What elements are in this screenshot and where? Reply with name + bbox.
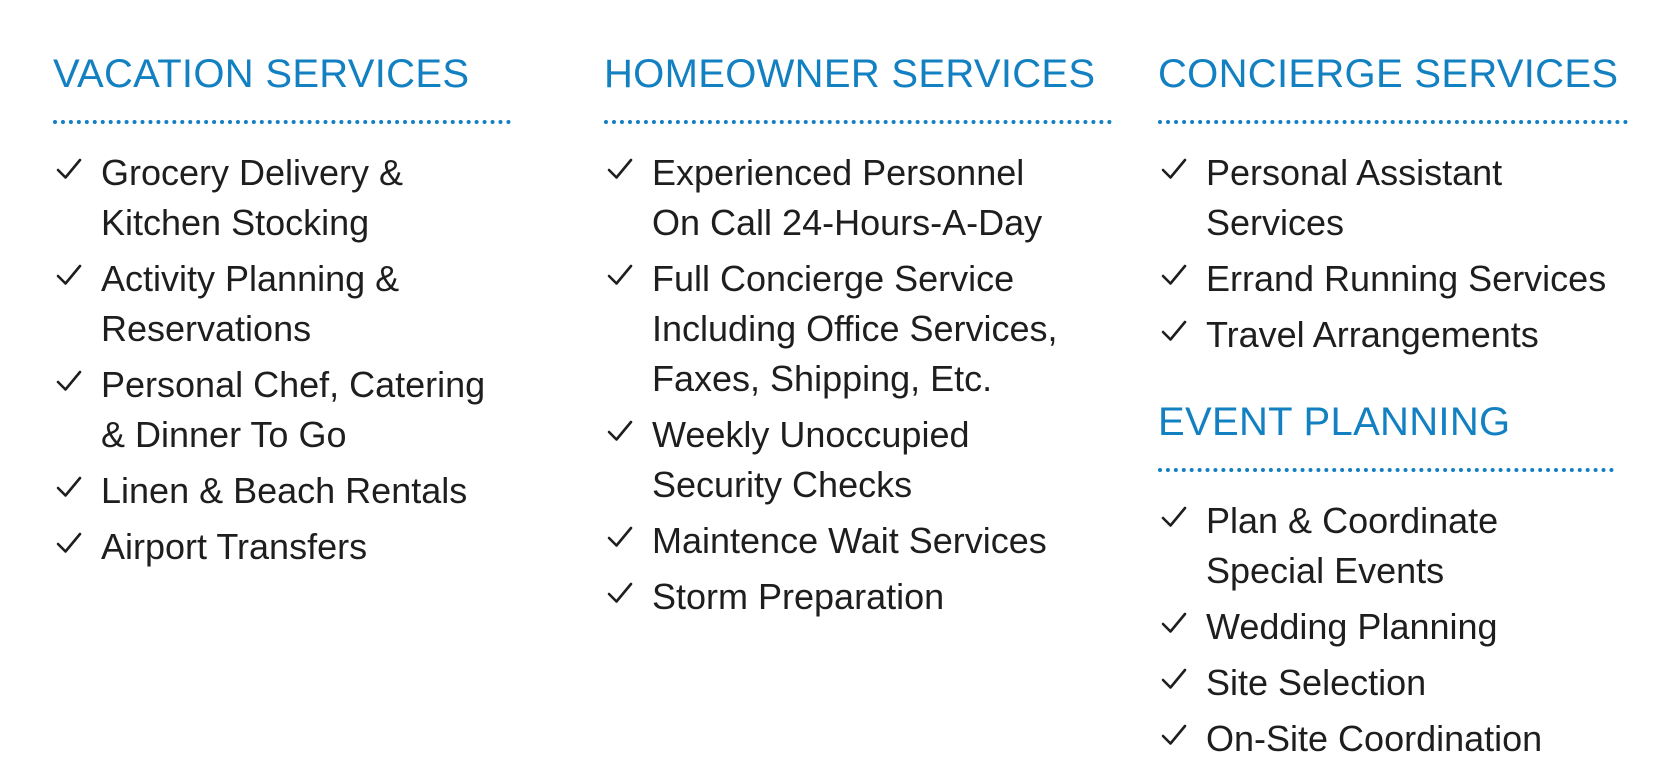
checkmark-icon <box>1160 262 1188 288</box>
service-item <box>1158 496 1653 596</box>
service-item <box>604 410 1124 510</box>
dotted-divider <box>604 120 1112 124</box>
checkmark-icon <box>55 262 83 288</box>
checkmark-icon <box>55 368 83 394</box>
service-list <box>53 148 513 572</box>
checkmark-icon <box>55 156 83 182</box>
service-item-line: On Call 24-Hours-A-Day <box>652 202 1043 243</box>
service-item-line: Storm Preparation <box>652 576 945 617</box>
checkmark-icon <box>1160 504 1188 530</box>
section-title-concierge-services: CONCIERGE SERVICES <box>1158 52 1619 96</box>
section-title-homeowner-services: HOMEOWNER SERVICES <box>604 52 1096 96</box>
checkmark-icon <box>606 156 634 182</box>
service-item <box>53 254 513 354</box>
service-item-line: Grocery Delivery & <box>101 152 404 193</box>
service-item-line: Experienced Personnel <box>652 152 1025 193</box>
event-planning-section <box>1158 394 1653 764</box>
service-item <box>1158 254 1653 304</box>
service-item-line: Plan & Coordinate <box>1206 500 1499 541</box>
homeowner-services-section <box>604 46 1124 622</box>
service-item-line: Faxes, Shipping, Etc. <box>652 358 993 399</box>
service-item-line: Full Concierge Service <box>652 258 1015 299</box>
checkmark-icon <box>606 262 634 288</box>
service-item <box>53 466 513 516</box>
service-item <box>604 254 1124 404</box>
service-item-line: Personal Chef, Catering <box>101 364 486 405</box>
service-item <box>604 148 1124 248</box>
dotted-divider <box>53 120 511 124</box>
service-item-line: Security Checks <box>652 464 913 505</box>
service-item-line: Site Selection <box>1206 662 1427 703</box>
section-title-event-planning: EVENT PLANNING <box>1158 400 1511 444</box>
service-item <box>53 360 513 460</box>
service-item-line: & Dinner To Go <box>101 414 347 455</box>
service-item <box>604 516 1124 566</box>
service-item-line: On-Site Coordination <box>1206 718 1543 759</box>
service-item-line: Errand Running Services <box>1206 258 1607 299</box>
service-item-line: Airport Transfers <box>101 526 368 567</box>
service-item <box>1158 310 1653 360</box>
service-item-line: Including Office Services, <box>652 308 1058 349</box>
service-item <box>604 572 1124 622</box>
service-item-line: Travel Arrangements <box>1206 314 1539 355</box>
service-item-line: Personal Assistant <box>1206 152 1503 193</box>
service-item <box>1158 148 1653 248</box>
checkmark-icon <box>1160 666 1188 692</box>
checkmark-icon <box>606 524 634 550</box>
checkmark-icon <box>606 580 634 606</box>
checkmark-icon <box>55 474 83 500</box>
checkmark-icon <box>606 418 634 444</box>
checkmark-icon <box>55 530 83 556</box>
checkmark-icon <box>1160 722 1188 748</box>
dotted-divider <box>1158 468 1614 472</box>
vacation-services-column <box>53 46 513 578</box>
service-item <box>1158 714 1653 764</box>
service-item-line: Services <box>1206 202 1345 243</box>
checkmark-icon <box>1160 156 1188 182</box>
service-item-line: Activity Planning & <box>101 258 400 299</box>
service-list <box>1158 496 1653 764</box>
service-item-line: Special Events <box>1206 550 1445 591</box>
concierge-services-section <box>1158 46 1653 360</box>
service-item-line: Linen & Beach Rentals <box>101 470 468 511</box>
service-item-line: Maintence Wait Services <box>652 520 1047 561</box>
service-item-line: Weekly Unoccupied <box>652 414 970 455</box>
section-title-vacation-services: VACATION SERVICES <box>53 52 470 96</box>
vacation-services-section <box>53 46 513 572</box>
homeowner-services-column <box>604 46 1124 628</box>
service-item <box>53 148 513 248</box>
service-list <box>1158 148 1653 360</box>
checkmark-icon <box>1160 318 1188 344</box>
dotted-divider <box>1158 120 1628 124</box>
checkmark-icon <box>1160 610 1188 636</box>
service-item-line: Wedding Planning <box>1206 606 1498 647</box>
service-item-line: Reservations <box>101 308 312 349</box>
concierge-column <box>1158 46 1653 770</box>
service-item-line: Kitchen Stocking <box>101 202 370 243</box>
service-item <box>53 522 513 572</box>
service-list <box>604 148 1124 622</box>
service-item <box>1158 658 1653 708</box>
service-item <box>1158 602 1653 652</box>
